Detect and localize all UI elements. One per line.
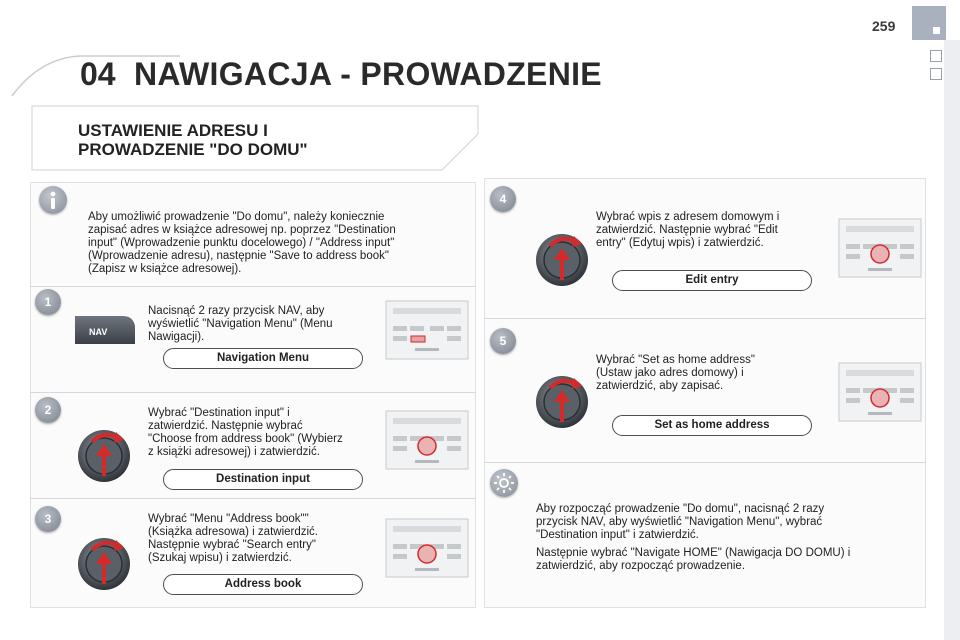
nav-button-icon xyxy=(73,312,137,348)
step-badge: 3 xyxy=(35,506,61,532)
panel-divider xyxy=(30,286,476,287)
page-number: 259 xyxy=(872,18,896,34)
text-line: Następnie wybrać "Navigate HOME" (Nawigacja DO DOMU) i xyxy=(536,547,851,559)
side-box xyxy=(930,68,942,80)
text-line: "Destination input" i zatwierdzić. xyxy=(536,529,699,541)
radio-unit-illustration xyxy=(385,410,469,470)
menu-label-address-book: Address book xyxy=(163,574,363,595)
step-badge: 5 xyxy=(490,328,516,354)
text-line: Wybrać "Set as home address" xyxy=(596,354,755,366)
page-corner-marker xyxy=(912,6,946,40)
text-line: Wybrać wpis z adresem domowym i xyxy=(596,211,780,223)
text-line: Wybrać "Destination input" i xyxy=(148,407,290,419)
info-icon xyxy=(39,186,67,214)
step-badge: 4 xyxy=(490,186,516,212)
panel-divider xyxy=(30,498,476,499)
text-line: wyświetlić "Navigation Menu" (Menu xyxy=(148,318,333,330)
text-line: zatwierdzić, aby rozpocząć prowadzenie. xyxy=(536,560,746,572)
text-line: zatwierdzić, aby zapisać. xyxy=(596,380,724,392)
text-line: Nawigacji). xyxy=(148,331,205,343)
radio-unit-illustration xyxy=(838,218,922,278)
side-box xyxy=(930,50,942,62)
text-line: entry" (Edytuj wpis) i zatwierdzić. xyxy=(596,237,764,249)
text-line: zatwierdzić. Następnie wybrać xyxy=(148,420,303,432)
section-title-line: PROWADZENIE "DO DOMU" xyxy=(78,140,308,159)
section-title-line: USTAWIENIE ADRESU I xyxy=(78,121,268,140)
rotary-knob-icon xyxy=(76,536,132,592)
radio-unit-illustration xyxy=(838,362,922,422)
menu-label-navigation-menu: Navigation Menu xyxy=(163,348,363,369)
tip-text xyxy=(536,503,850,573)
step-text xyxy=(596,354,755,393)
text-line: Wybrać "Menu "Address book"" xyxy=(148,513,309,525)
info-note-text xyxy=(88,211,396,276)
text-line: Aby umożliwić prowadzenie "Do domu", należy koniecznie xyxy=(88,211,385,223)
text-line: zatwierdzić. Następnie wybrać "Edit xyxy=(596,224,778,236)
side-bar xyxy=(944,40,960,640)
text-line: (Ustaw jako adres domowy) i xyxy=(596,367,744,379)
sun-tip-icon xyxy=(490,469,518,497)
text-line: "Choose from address book" (Wybierz xyxy=(148,433,343,445)
step-text xyxy=(148,407,343,459)
text-line: (Wprowadzenie adresu), następnie "Save to address book" xyxy=(88,250,389,262)
text-line: przycisk NAV, aby wyświetlić "Navigation Menu", wybrać xyxy=(536,516,823,528)
rotary-knob-icon xyxy=(534,374,590,430)
step-badge: 1 xyxy=(35,289,61,315)
section-title xyxy=(78,121,308,159)
text-line: input" (Wprowadzenie punktu docelowego) / "Address input" xyxy=(88,237,395,249)
step-text xyxy=(148,513,318,565)
text-line: zapisać adres w książce adresowej np. poprzez "Destination xyxy=(88,224,396,236)
panel-divider xyxy=(484,318,926,319)
radio-unit-illustration xyxy=(385,300,469,360)
text-line: (Książka adresowa) i zatwierdzić. xyxy=(148,526,319,538)
menu-label-set-as-home-address: Set as home address xyxy=(612,415,812,436)
menu-label-destination-input: Destination input xyxy=(163,469,363,490)
radio-unit-illustration xyxy=(385,518,469,578)
nav-button-label: NAV xyxy=(89,327,108,337)
panel-divider xyxy=(30,392,476,393)
panel-divider xyxy=(484,462,926,463)
text-line: Nacisnąć 2 razy przycisk NAV, aby xyxy=(148,305,325,317)
text-line: (Szukaj wpisu) i zatwierdzić. xyxy=(148,552,292,564)
text-line: z książki adresowej) i zatwierdzić. xyxy=(148,446,320,458)
menu-label-edit-entry: Edit entry xyxy=(612,270,812,291)
step-badge: 2 xyxy=(35,397,61,423)
step-text xyxy=(148,305,333,344)
step-text xyxy=(596,211,779,250)
text-line: Aby rozpocząć prowadzenie "Do domu", nacisnąć 2 razy xyxy=(536,503,825,515)
chapter-title: NAWIGACJA - PROWADZENIE xyxy=(134,56,602,92)
rotary-knob-icon xyxy=(534,232,590,288)
chapter-number: 04 xyxy=(80,56,116,92)
rotary-knob-icon xyxy=(76,428,132,484)
text-line: Następnie wybrać "Search entry" xyxy=(148,539,316,551)
text-line: (Zapisz w książce adresowej). xyxy=(88,263,242,275)
